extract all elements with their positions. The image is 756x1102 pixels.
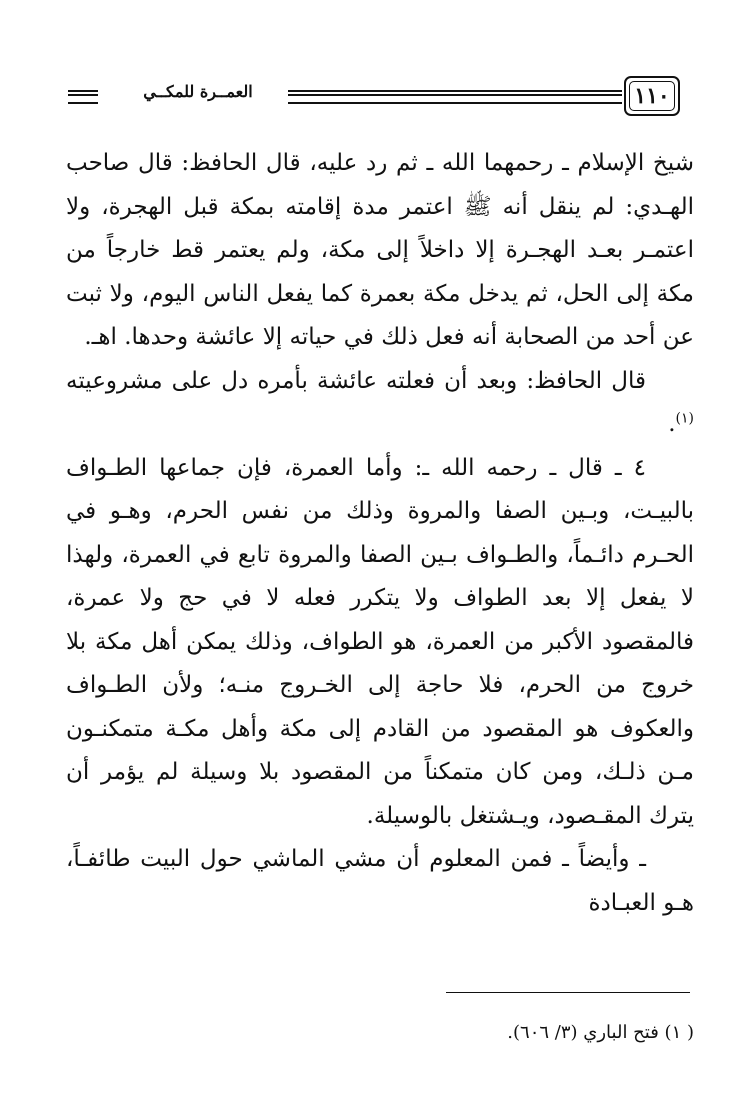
paragraph-4: ـ وأيضاً ـ فمن المعلوم أن مشي الماشي حول البيت طائفـاً، هـو العبـادة bbox=[66, 846, 694, 916]
header-rule-long bbox=[288, 90, 622, 104]
page-header bbox=[68, 72, 688, 120]
footnote-rule bbox=[446, 992, 690, 993]
page-number-text: ١١٠ bbox=[634, 83, 670, 109]
paragraph-2-text: قال الحافظ: وبعد أن فعلته عائشة بأمره دل على مشروعيته bbox=[66, 367, 646, 394]
footnote-marker: (١) bbox=[675, 410, 694, 427]
paragraph-2 bbox=[66, 360, 694, 447]
paragraph-2-end: . bbox=[668, 411, 676, 437]
paragraph-1: شيخ الإسلام ـ رحمهما الله ـ ثم رد عليه، قال الحافظ: قال صاحب الهـدي: لم ينقل أنه ﷺ اعتمر مدة إقامته بمكة قبل الهجرة، ولا اعتمـر بعـد الهجـرة إلا داخلاً إلى مكة، ولم يعتمر قط خارجاً من مكة إلى الحل، ثم يدخل مكة بعمرة كما يفعل الناس اليوم، ولا ثبت عن أحد من الصحابة أنه فعل ذلك في حياته إلا عائشة وحدها. اهـ. bbox=[66, 150, 694, 350]
paragraph-3: ٤ ـ قال ـ رحمه الله ـ: وأما العمرة، فإن جماعها الطـواف بالبيـت، وبـين الصفا والمروة وذلك من نفس الحرم، وهـو في الحـرم دائـماً، والطـواف بـين الصفا والمروة تابع في العمرة، ولهذا لا يفعل إلا بعد الطواف ولا يتكرر فعله لا في حج ولا عمرة، فالمقصود الأكبر من العمرة، هو الطواف، وذلك يمكن أهل مكة بلا خروج من الحرم، فلا حاجة إلى الخـروج منـه؛ ولأن الطـواف والعكوف هو المقصود من القادم إلى مكة وأهل مكـة متمكنـون مـن ذلـك، ومن كان متمكناً من المقصود بلا وسيلة لم يؤمر أن يترك المقـصود، ويـشتغل بالوسيلة. bbox=[66, 454, 694, 829]
footnote: ( ١) فتح الباري (٣/ ٦٠٦). bbox=[507, 1022, 694, 1043]
running-title: العمــرة للمكــي bbox=[143, 82, 253, 101]
page-number bbox=[624, 76, 680, 116]
body-text bbox=[66, 142, 694, 925]
header-rule-short bbox=[68, 90, 98, 104]
